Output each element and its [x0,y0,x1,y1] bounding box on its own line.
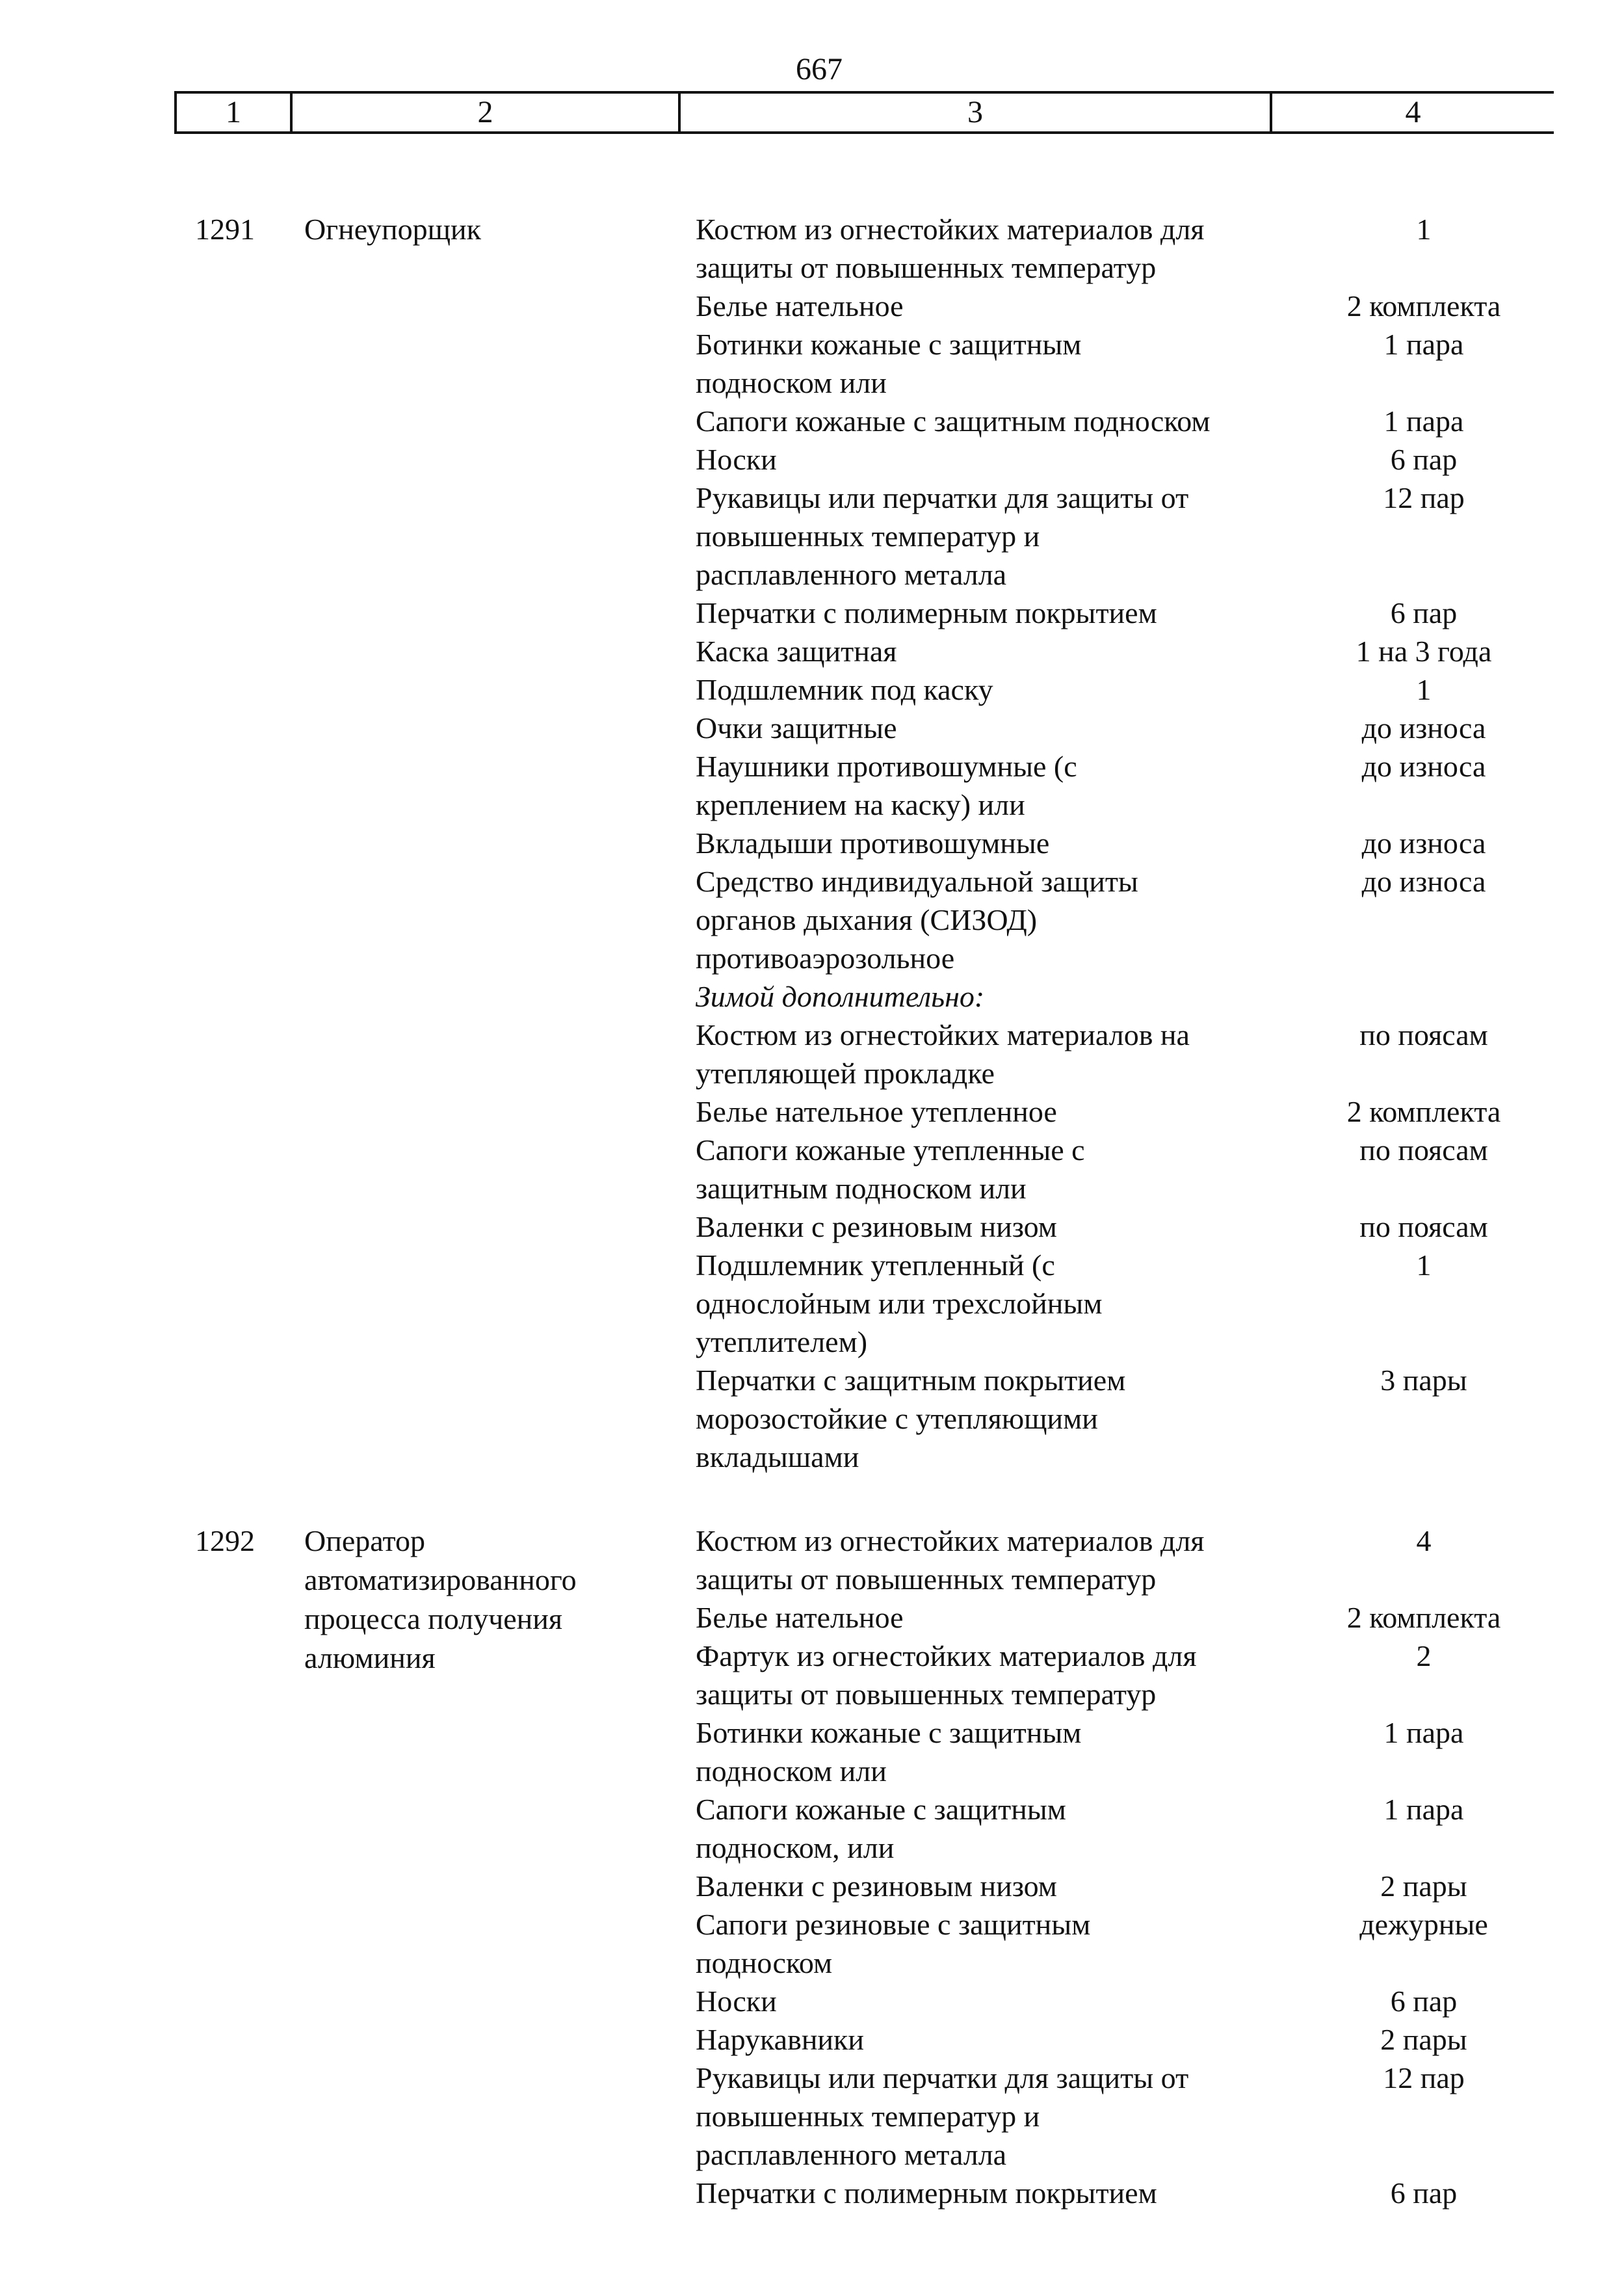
list-item [0,1092,1624,1131]
list-item [0,1522,1624,1598]
item-name: Костюм из огнестойких материалов на утепляющей прокладке [696,1018,1190,1090]
item-quantity: 12 пар [1383,2061,1465,2094]
item-name: Подшлемник под каску [696,673,993,706]
item-quantity: 1 [1416,673,1432,706]
item-quantity: 1 пара [1383,328,1464,361]
item-name: Рукавицы или перчатки для защиты от повышенных температур и расплавленного металла [696,2061,1189,2171]
group-number: 1292 [195,1524,255,1557]
item-name: Перчатки с полимерным покрытием [696,2176,1157,2210]
item-name: Белье нательное [696,289,904,323]
list-item [0,1207,1624,1246]
item-quantity: 4 [1416,1524,1432,1557]
item-name: Сапоги кожаные с защитным подноском [696,404,1211,438]
item-name: Сапоги кожаные с защитным подноском, или [696,1793,1066,1864]
item-quantity: по поясам [1359,1133,1488,1167]
item-name: Валенки с резиновым низом [696,1210,1057,1243]
list-item [0,1867,1624,1905]
item-name: Фартук из огнестойких материалов для защиты от повышенных температур [696,1639,1197,1711]
item-list [0,1522,1624,2212]
item-quantity: 2 пары [1380,1869,1467,1903]
item-name: Перчатки с защитным покрытием морозостойкие с утепляющими вкладышами [696,1364,1126,1473]
list-item [0,1982,1624,2020]
item-name: Носки [696,1985,777,2018]
item-quantity: 1 пара [1383,404,1464,438]
item-quantity: 1 [1416,1248,1432,1282]
item-quantity: 1 [1416,213,1432,246]
item-quantity: 6 пар [1390,2176,1458,2210]
column-header-2: 2 [293,94,681,131]
list-item [0,1905,1624,1982]
item-quantity: по поясам [1359,1018,1488,1051]
item-name: Ботинки кожаные с защитным подноском или [696,328,1082,399]
item-quantity: дежурные [1359,1908,1488,1941]
item-quantity: 6 пар [1390,1985,1458,2018]
item-quantity: 2 комплекта [1346,1095,1501,1128]
item-name: Перчатки с полимерным покрытием [696,596,1157,629]
item-quantity: 2 пары [1380,2023,1467,2056]
item-name: Нарукавники [696,2023,865,2056]
item-name: Средство индивидуальной защиты органов дыхания (СИЗОД) противоаэрозольное [696,865,1138,975]
item-quantity: 3 пары [1380,1364,1467,1397]
item-list [0,210,1624,1476]
item-name: Рукавицы или перчатки для защиты от повышенных температур и расплавленного металла [696,481,1189,591]
column-header-1: 1 [174,94,293,131]
list-item [0,594,1624,632]
item-name: Белье нательное [696,1601,904,1634]
list-item [0,709,1624,747]
item-quantity: по поясам [1359,1210,1488,1243]
section-note [0,977,1624,1016]
item-quantity: 2 комплекта [1346,1601,1501,1634]
list-item [0,210,1624,287]
list-item [0,632,1624,670]
list-item [0,402,1624,440]
item-name: Костюм из огнестойких материалов для защиты от повышенных температур [696,1524,1205,1596]
item-quantity: до износа [1361,711,1486,745]
list-item [0,1361,1624,1476]
list-item [0,479,1624,594]
item-name: Сапоги резиновые с защитным подноском [696,1908,1091,1979]
page-number: 667 [796,52,843,86]
item-quantity: 1 пара [1383,1716,1464,1749]
list-item [0,1246,1624,1361]
item-quantity: до износа [1361,750,1486,783]
list-item [0,1713,1624,1790]
item-name: Наушники противошумные (с креплением на каску) или [696,750,1077,821]
item-name: Костюм из огнестойких материалов для защиты от повышенных температур [696,213,1205,284]
list-item [0,325,1624,402]
item-name: Подшлемник утепленный (с однослойным или трехслойным утеплителем) [696,1248,1103,1358]
item-quantity: 1 пара [1383,1793,1464,1826]
item-quantity: 2 [1416,1639,1432,1672]
column-header-4: 4 [1405,95,1421,129]
item-quantity: 6 пар [1390,443,1458,476]
item-quantity: до износа [1361,826,1486,860]
item-name: Валенки с резиновым низом [696,1869,1057,1903]
list-item [0,1016,1624,1092]
item-name: Очки защитные [696,711,897,745]
job-title: Огнеупорщик [304,213,481,246]
list-item [0,440,1624,479]
job-title: Оператор автоматизированного процесса получения алюминия [304,1524,577,1674]
item-name: Ботинки кожаные с защитным подноском или [696,1716,1082,1788]
item-quantity: 2 комплекта [1346,289,1501,323]
item-quantity: 1 на 3 года [1356,635,1492,668]
list-item [0,747,1624,824]
list-item [0,1790,1624,1867]
column-header-row [174,91,1554,134]
list-item [0,824,1624,862]
item-quantity: до износа [1361,865,1486,898]
item-quantity: 6 пар [1390,596,1458,629]
group-number: 1291 [195,213,255,246]
column-header-3: 3 [681,94,1272,131]
list-item [0,2020,1624,2059]
list-item [0,2174,1624,2212]
item-name: Вкладыши противошумные [696,826,1050,860]
list-item [0,862,1624,977]
item-name: Носки [696,443,777,476]
list-item [0,1637,1624,1713]
item-name: Белье нательное утепленное [696,1095,1057,1128]
item-quantity: 12 пар [1383,481,1465,514]
list-item [0,1598,1624,1637]
list-item [0,287,1624,325]
item-name: Зимой дополнительно: [696,980,985,1013]
list-item [0,2059,1624,2174]
item-name: Каска защитная [696,635,897,668]
list-item [0,670,1624,709]
list-item [0,1131,1624,1207]
item-name: Сапоги кожаные утепленные с защитным подноском или [696,1133,1085,1205]
